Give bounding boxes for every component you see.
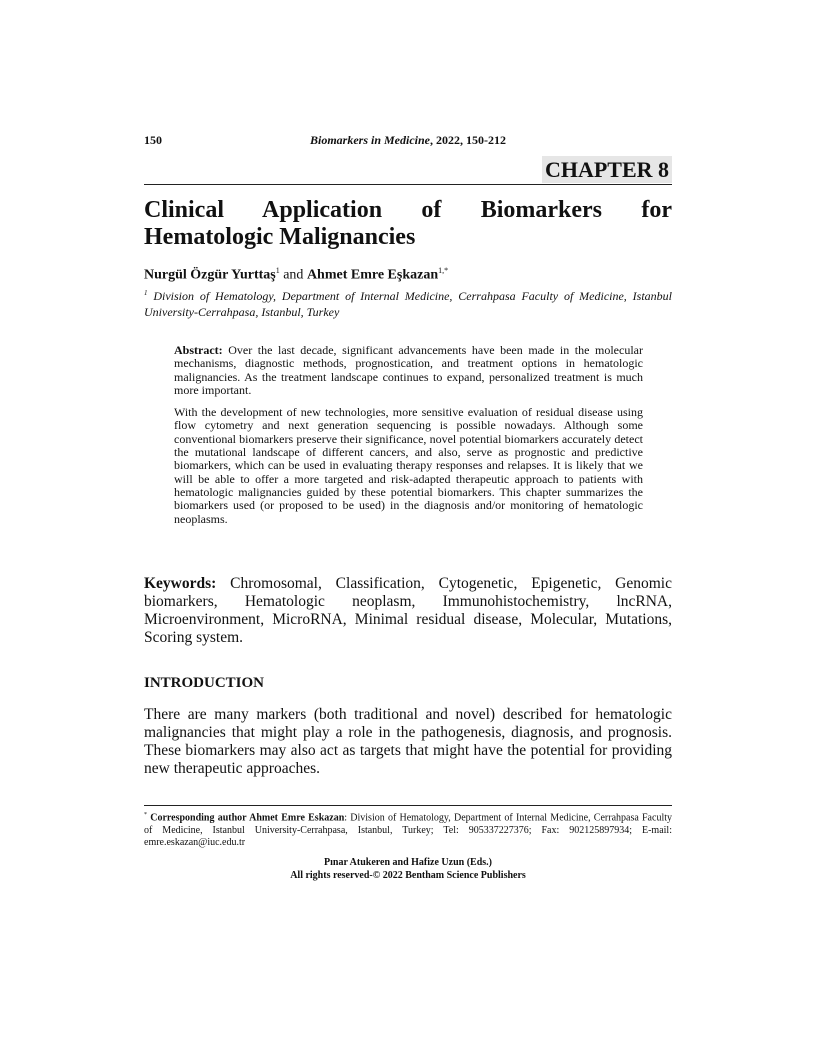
abstract-paragraph-2: With the development of new technologies, more sensitive evaluation of residual disease using flow cytometry and next generation sequencing is possible nowadays. Although some conventional biomarkers preserve their significance, novel potential biomarkers accurately detect the mutational landscape of different cancers, and also, serve as prognostic and predictive biomarkers, which can be used in evaluating therapy responses and relapses. It is likely that we will be able to offer a more targeted and risk-adapted therapeutic approach to patients with hematologic malignancies guided by these potential biomarkers. This chapter summarizes the biomarkers used (or proposed to be used) in the diagnosis and/or monitoring of hematologic neoplasms. bbox=[174, 405, 643, 526]
keywords bbox=[144, 575, 672, 647]
journal-citation: , 2022, 150-212 bbox=[430, 133, 506, 147]
affiliation-text: Division of Hematology, Department of Internal Medicine, Cerrahpasa Faculty of Medicine, Istanbul University-Cerrahpasa, Istanbul, Turkey bbox=[144, 289, 672, 319]
paper-title bbox=[144, 197, 672, 251]
footnote-divider bbox=[144, 805, 672, 806]
abstract-text-1: Over the last decade, significant advancements have been made in the molecular mechanisms, diagnostic methods, prognostication, and treatment options in hematologic malignancies. As the treatment landscape continues to expand, personalized treatment is much more important. bbox=[174, 343, 643, 397]
abstract bbox=[174, 344, 643, 535]
keywords-text: Chromosomal, Classification, Cytogenetic, Epigenetic, Genomic biomarkers, Hematologic neoplasm, Immunohistochemistry, lncRNA, Microenvironment, MicroRNA, Minimal residual disease, Molecular, Mutations, Scoring system. bbox=[144, 575, 672, 646]
author-conjunction: and bbox=[279, 267, 307, 283]
editors-line: Pınar Atukeren and Hafize Uzun (Eds.) bbox=[324, 857, 492, 868]
publisher-footer bbox=[0, 857, 816, 882]
running-header bbox=[0, 133, 816, 148]
author-2-affil-mark: 1,* bbox=[438, 266, 449, 275]
abstract-label: Abstract: bbox=[174, 343, 223, 357]
footnote-text: : Division of Hematology, Department of Internal Medicine, Cerrahpasa Faculty of Medicine, Istanbul University-Cerrahpasa, Istanbul, Turkey; Tel: 905337227376; Fax: 902125897934; E-mail: emre.eskazan@iuc.edu.tr bbox=[144, 812, 672, 849]
page-number: 150 bbox=[144, 133, 162, 147]
introduction-paragraph: There are many markers (both traditional and novel) described for hematologic malignancies that might play a role in the pathogenesis, diagnosis, and prognosis. These biomarkers may also act as targets that might have the potential for providing new therapeutic approaches. bbox=[144, 706, 672, 777]
introduction-heading: INTRODUCTION bbox=[144, 675, 265, 691]
journal-name: Biomarkers in Medicine bbox=[309, 133, 430, 147]
affiliation-mark: 1 bbox=[144, 289, 148, 297]
chapter-banner bbox=[144, 156, 672, 185]
title-line-2: Hematologic Malignancies bbox=[144, 224, 416, 250]
affiliation bbox=[144, 285, 672, 320]
author-1: Nurgül Özgür Yurttaş bbox=[144, 267, 276, 283]
author-list bbox=[144, 262, 448, 284]
corresponding-author-footnote bbox=[144, 809, 672, 850]
author-1-affil-mark: 1 bbox=[275, 266, 280, 275]
keywords-label: Keywords: bbox=[144, 575, 217, 592]
title-line-1: Clinical Application of Biomarkers for bbox=[144, 197, 672, 223]
footnote-label: Corresponding author Ahmet Emre Eskazan bbox=[147, 812, 345, 824]
rights-line: All rights reserved-© 2022 Bentham Science Publishers bbox=[290, 869, 526, 881]
abstract-paragraph-1 bbox=[174, 344, 643, 397]
chapter-label: CHAPTER 8 bbox=[542, 156, 672, 183]
footnote-mark: * bbox=[144, 812, 147, 818]
author-2: Ahmet Emre Eşkazan bbox=[306, 267, 439, 283]
